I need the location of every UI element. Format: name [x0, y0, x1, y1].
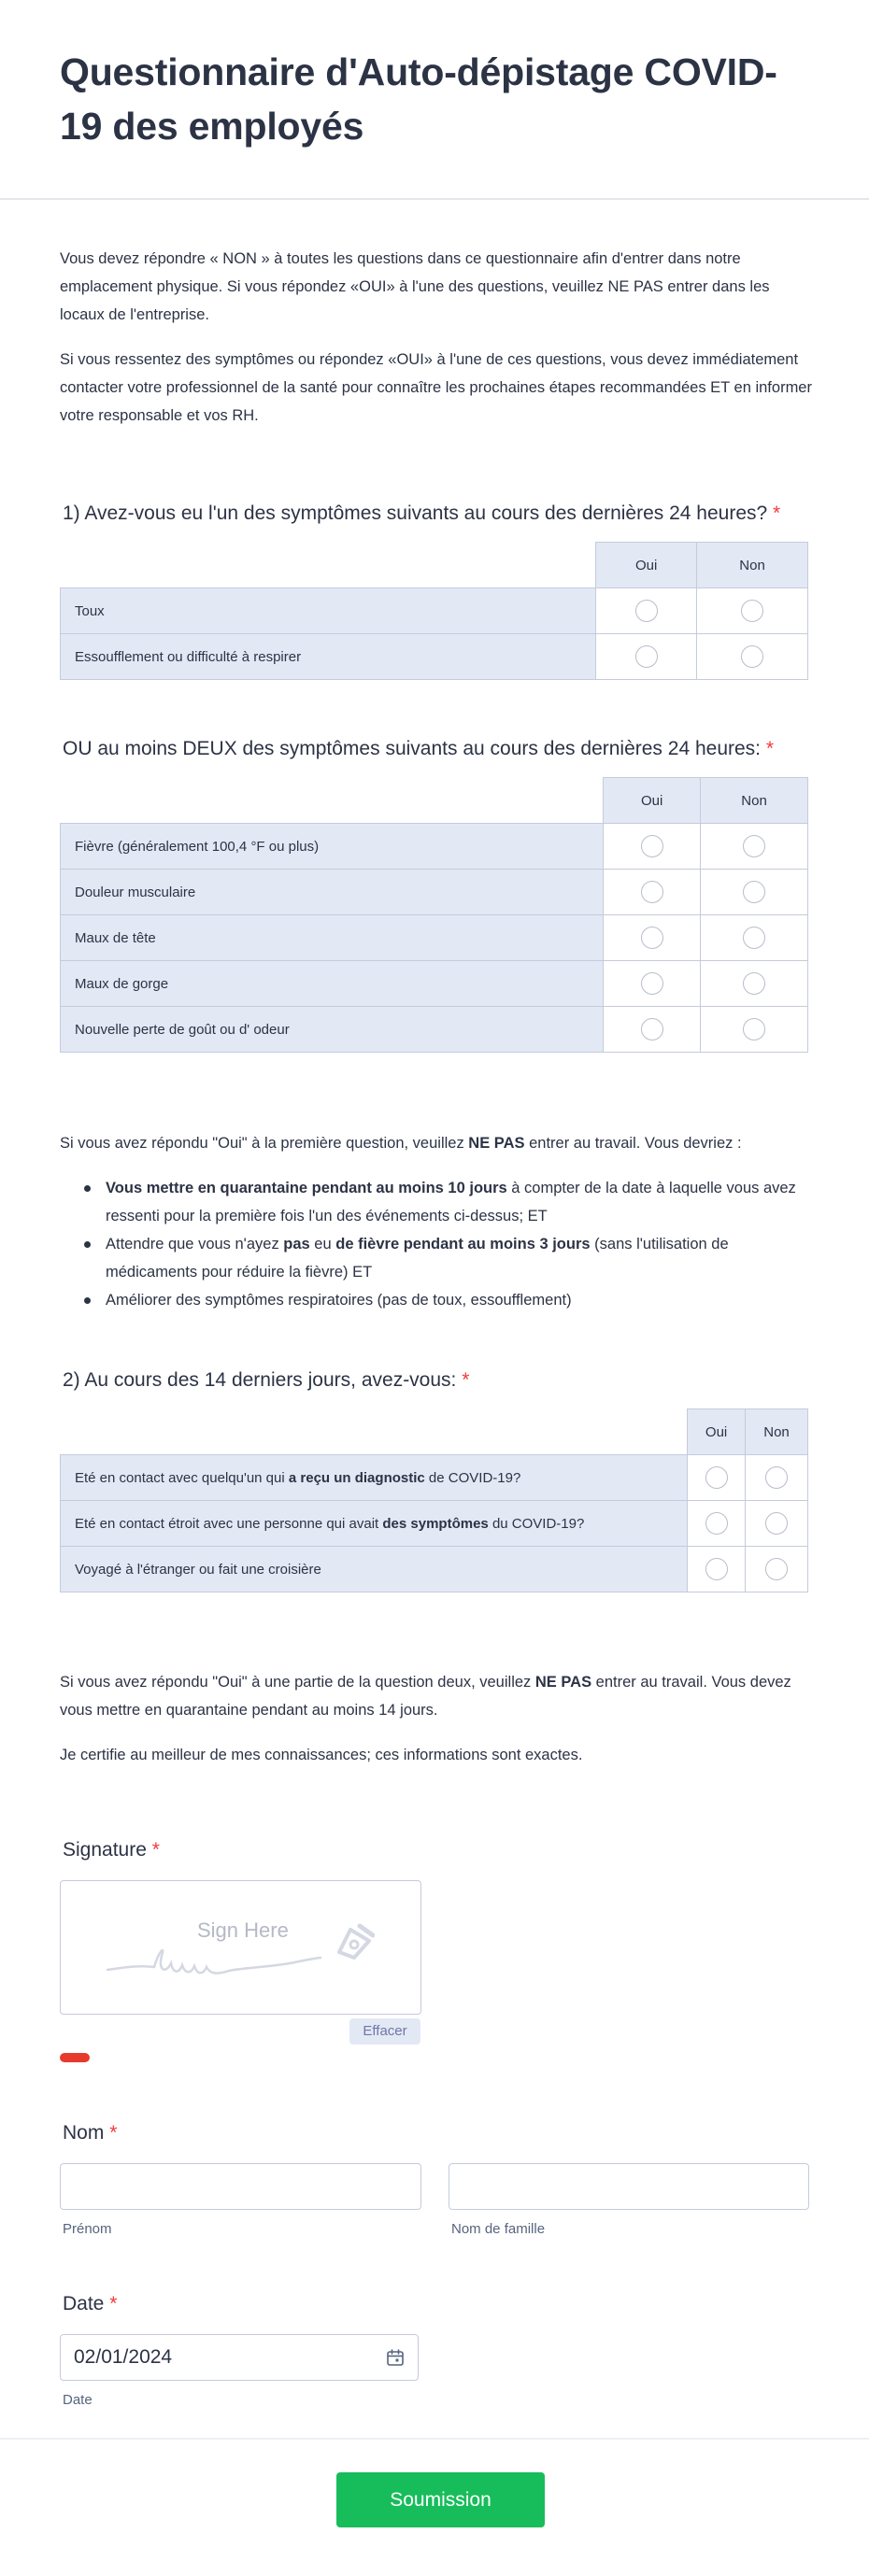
signature-placeholder: Sign Here [197, 1918, 289, 1942]
required-asterisk: * [151, 1839, 160, 1861]
radio-contact-diagnostic-oui[interactable] [705, 1466, 728, 1489]
date-label [63, 2293, 117, 2315]
certification-text: Je certifie au meilleur de mes connaissances; ces informations sont exactes. [60, 1747, 583, 1763]
table-row [61, 1007, 808, 1053]
clear-signature-button[interactable]: Effacer [349, 2018, 420, 2045]
row-label: Maux de tête [61, 915, 604, 961]
text-span: entrer au travail. Vous devez vous mettre en quarantaine pendant au moins 14 jours. [60, 1674, 791, 1719]
text-span: à compter de la date à laquelle vous avez ressenti pour la première fois l'un des événements ci-dessus; ET [106, 1180, 796, 1224]
cell-non [701, 961, 808, 1007]
radio-toux-oui[interactable] [635, 600, 658, 622]
question-1-matrix [60, 542, 808, 680]
text-span: entrer au travail. Vous devriez : [524, 1135, 742, 1152]
first-name-sublabel: Prénom [63, 2221, 112, 2237]
bold-text: Vous mettre en quarantaine pendant au moins 10 jours [106, 1180, 507, 1196]
signature-pad[interactable] [60, 1880, 421, 2015]
radio-essoufflement-non[interactable] [741, 645, 763, 668]
submit-button[interactable]: Soumission [336, 2472, 545, 2527]
bold-text: NE PAS [468, 1135, 525, 1152]
question-1b-matrix [60, 777, 808, 1053]
cell-oui [604, 870, 701, 915]
table-row [61, 1547, 808, 1592]
row-label: Essoufflement ou difficulté à respirer [61, 634, 596, 680]
radio-contact-symptomes-non[interactable] [765, 1512, 788, 1535]
cell-oui [604, 915, 701, 961]
cell-non [746, 1501, 808, 1547]
bold-text: a reçu un diagnostic [288, 1469, 425, 1486]
table-row [61, 1455, 808, 1501]
date-sublabel: Date [63, 2392, 93, 2408]
cell-oui [604, 824, 701, 870]
text-span: eu [309, 1236, 336, 1253]
text-span: Attendre que vous n'ayez [106, 1236, 284, 1253]
column-header-non: Non [697, 543, 808, 588]
list-item [60, 1230, 815, 1286]
radio-perte-gout-non[interactable] [743, 1018, 765, 1040]
cell-non [701, 824, 808, 870]
cell-oui [604, 1007, 701, 1053]
text-span: Eté en contact étroit avec une personne qui avait [75, 1515, 383, 1532]
question-2-matrix [60, 1408, 808, 1592]
text-span: Améliorer des symptômes respiratoires (pas de toux, essoufflement) [106, 1292, 572, 1309]
radio-voyage-non[interactable] [765, 1558, 788, 1580]
radio-maux-tete-oui[interactable] [641, 927, 663, 949]
label-text: Signature [63, 1839, 147, 1861]
question-2-text: 2) Au cours des 14 derniers jours, avez-vous: [63, 1369, 457, 1391]
table-row [61, 870, 808, 915]
form-header [0, 0, 869, 200]
text-span: du COVID-19? [488, 1515, 585, 1532]
cell-non [697, 634, 808, 680]
radio-essoufflement-oui[interactable] [635, 645, 658, 668]
cell-oui [688, 1501, 746, 1547]
cell-oui [688, 1455, 746, 1501]
page-title: Questionnaire d'Auto-dépistage COVID-19 des employés [60, 50, 777, 148]
cell-non [746, 1455, 808, 1501]
radio-maux-gorge-non[interactable] [743, 972, 765, 995]
radio-toux-non[interactable] [741, 600, 763, 622]
radio-maux-tete-non[interactable] [743, 927, 765, 949]
radio-maux-gorge-oui[interactable] [641, 972, 663, 995]
row-label [61, 1501, 688, 1547]
cell-non [701, 915, 808, 961]
table-row [61, 915, 808, 961]
row-label: Fièvre (généralement 100,4 °F ou plus) [61, 824, 604, 870]
text-span: Si vous avez répondu "Oui" à la première question, veuillez [60, 1135, 469, 1152]
cell-non [701, 870, 808, 915]
radio-fievre-oui[interactable] [641, 835, 663, 857]
required-asterisk: * [109, 2122, 118, 2144]
radio-douleur-non[interactable] [743, 881, 765, 903]
list-item [60, 1174, 815, 1230]
date-value: 02/01/2024 [74, 2346, 173, 2368]
date-input[interactable] [60, 2334, 419, 2381]
cell-non [701, 1007, 808, 1053]
bold-text: pas [283, 1236, 310, 1253]
radio-douleur-oui[interactable] [641, 881, 663, 903]
name-label [63, 2122, 117, 2144]
row-label: Voyagé à l'étranger ou fait une croisière [61, 1547, 688, 1592]
table-row [61, 824, 808, 870]
first-name-input[interactable] [60, 2163, 421, 2210]
intro-paragraph-1: Vous devez répondre « NON » à toutes les questions dans ce questionnaire afin d'entrer dans notre emplacement physique. Si vous répondez «OUI» à l'une des questions, veuillez NE PAS entrer dans les locaux de l'entreprise. [60, 250, 770, 323]
bold-text: de fièvre pendant au moins 3 jours [335, 1236, 591, 1253]
required-asterisk: * [765, 738, 775, 759]
text-span: (sans l'utilisation de médicaments pour réduire la fièvre) ET [106, 1236, 729, 1281]
last-name-input[interactable] [449, 2163, 809, 2210]
last-name-sublabel: Nom de famille [451, 2221, 546, 2237]
radio-contact-diagnostic-non[interactable] [765, 1466, 788, 1489]
cell-oui [688, 1547, 746, 1592]
text-span: Si vous avez répondu "Oui" à une partie de la question deux, veuillez [60, 1674, 535, 1691]
signature-label [63, 1839, 160, 1861]
question-1-title [63, 500, 780, 528]
text-span: Eté en contact avec quelqu'un qui [75, 1469, 289, 1486]
cell-non [746, 1547, 808, 1592]
question-1b-text: OU au moins DEUX des symptômes suivants au cours des dernières 24 heures: [63, 738, 762, 759]
cell-non [697, 588, 808, 634]
row-label: Douleur musculaire [61, 870, 604, 915]
cell-oui [596, 588, 697, 634]
column-header-non: Non [701, 778, 808, 824]
bold-text: NE PAS [534, 1674, 592, 1691]
error-indicator [60, 2053, 90, 2062]
label-text: Date [63, 2293, 105, 2314]
row-label: Nouvelle perte de goût ou d' odeur [61, 1007, 604, 1053]
column-header-oui: Oui [604, 778, 701, 824]
instructions-1-list [60, 1174, 815, 1314]
matrix-corner [61, 778, 604, 824]
bold-text: des symptômes [382, 1515, 489, 1532]
text-span: de COVID-19? [424, 1469, 521, 1486]
column-header-non: Non [746, 1409, 808, 1455]
column-header-oui: Oui [596, 543, 697, 588]
matrix-corner [61, 543, 596, 588]
radio-voyage-oui[interactable] [705, 1558, 728, 1580]
pen-nib-icon [332, 1920, 375, 1963]
intro-paragraph-2: Si vous ressentez des symptômes ou répondez «OUI» à l'une de ces questions, vous devez immédiatement contacter votre professionnel de la santé pour connaître les prochaines étapes recommandées ET en informer votre responsable et vos RH. [60, 351, 812, 424]
cell-oui [604, 961, 701, 1007]
column-header-oui: Oui [688, 1409, 746, 1455]
question-1b-title [63, 735, 774, 763]
question-2-title [63, 1366, 469, 1394]
row-label [61, 1455, 688, 1501]
row-label: Maux de gorge [61, 961, 604, 1007]
cell-oui [596, 634, 697, 680]
calendar-icon[interactable] [386, 2348, 405, 2367]
label-text: Nom [63, 2122, 105, 2144]
radio-contact-symptomes-oui[interactable] [705, 1512, 728, 1535]
radio-perte-gout-oui[interactable] [641, 1018, 663, 1040]
instructions-2-paragraph [60, 1668, 815, 1724]
list-item [60, 1286, 815, 1314]
required-asterisk: * [773, 502, 781, 524]
required-asterisk: * [109, 2293, 118, 2314]
required-asterisk: * [462, 1369, 470, 1391]
instructions-1-paragraph [60, 1129, 815, 1157]
radio-fievre-non[interactable] [743, 835, 765, 857]
table-row [61, 588, 808, 634]
matrix-corner [61, 1409, 688, 1455]
question-1-text: 1) Avez-vous eu l'un des symptômes suivants au cours des dernières 24 heures? [63, 502, 768, 524]
table-row [61, 1501, 808, 1547]
row-label: Toux [61, 588, 596, 634]
table-row [61, 634, 808, 680]
table-row [61, 961, 808, 1007]
